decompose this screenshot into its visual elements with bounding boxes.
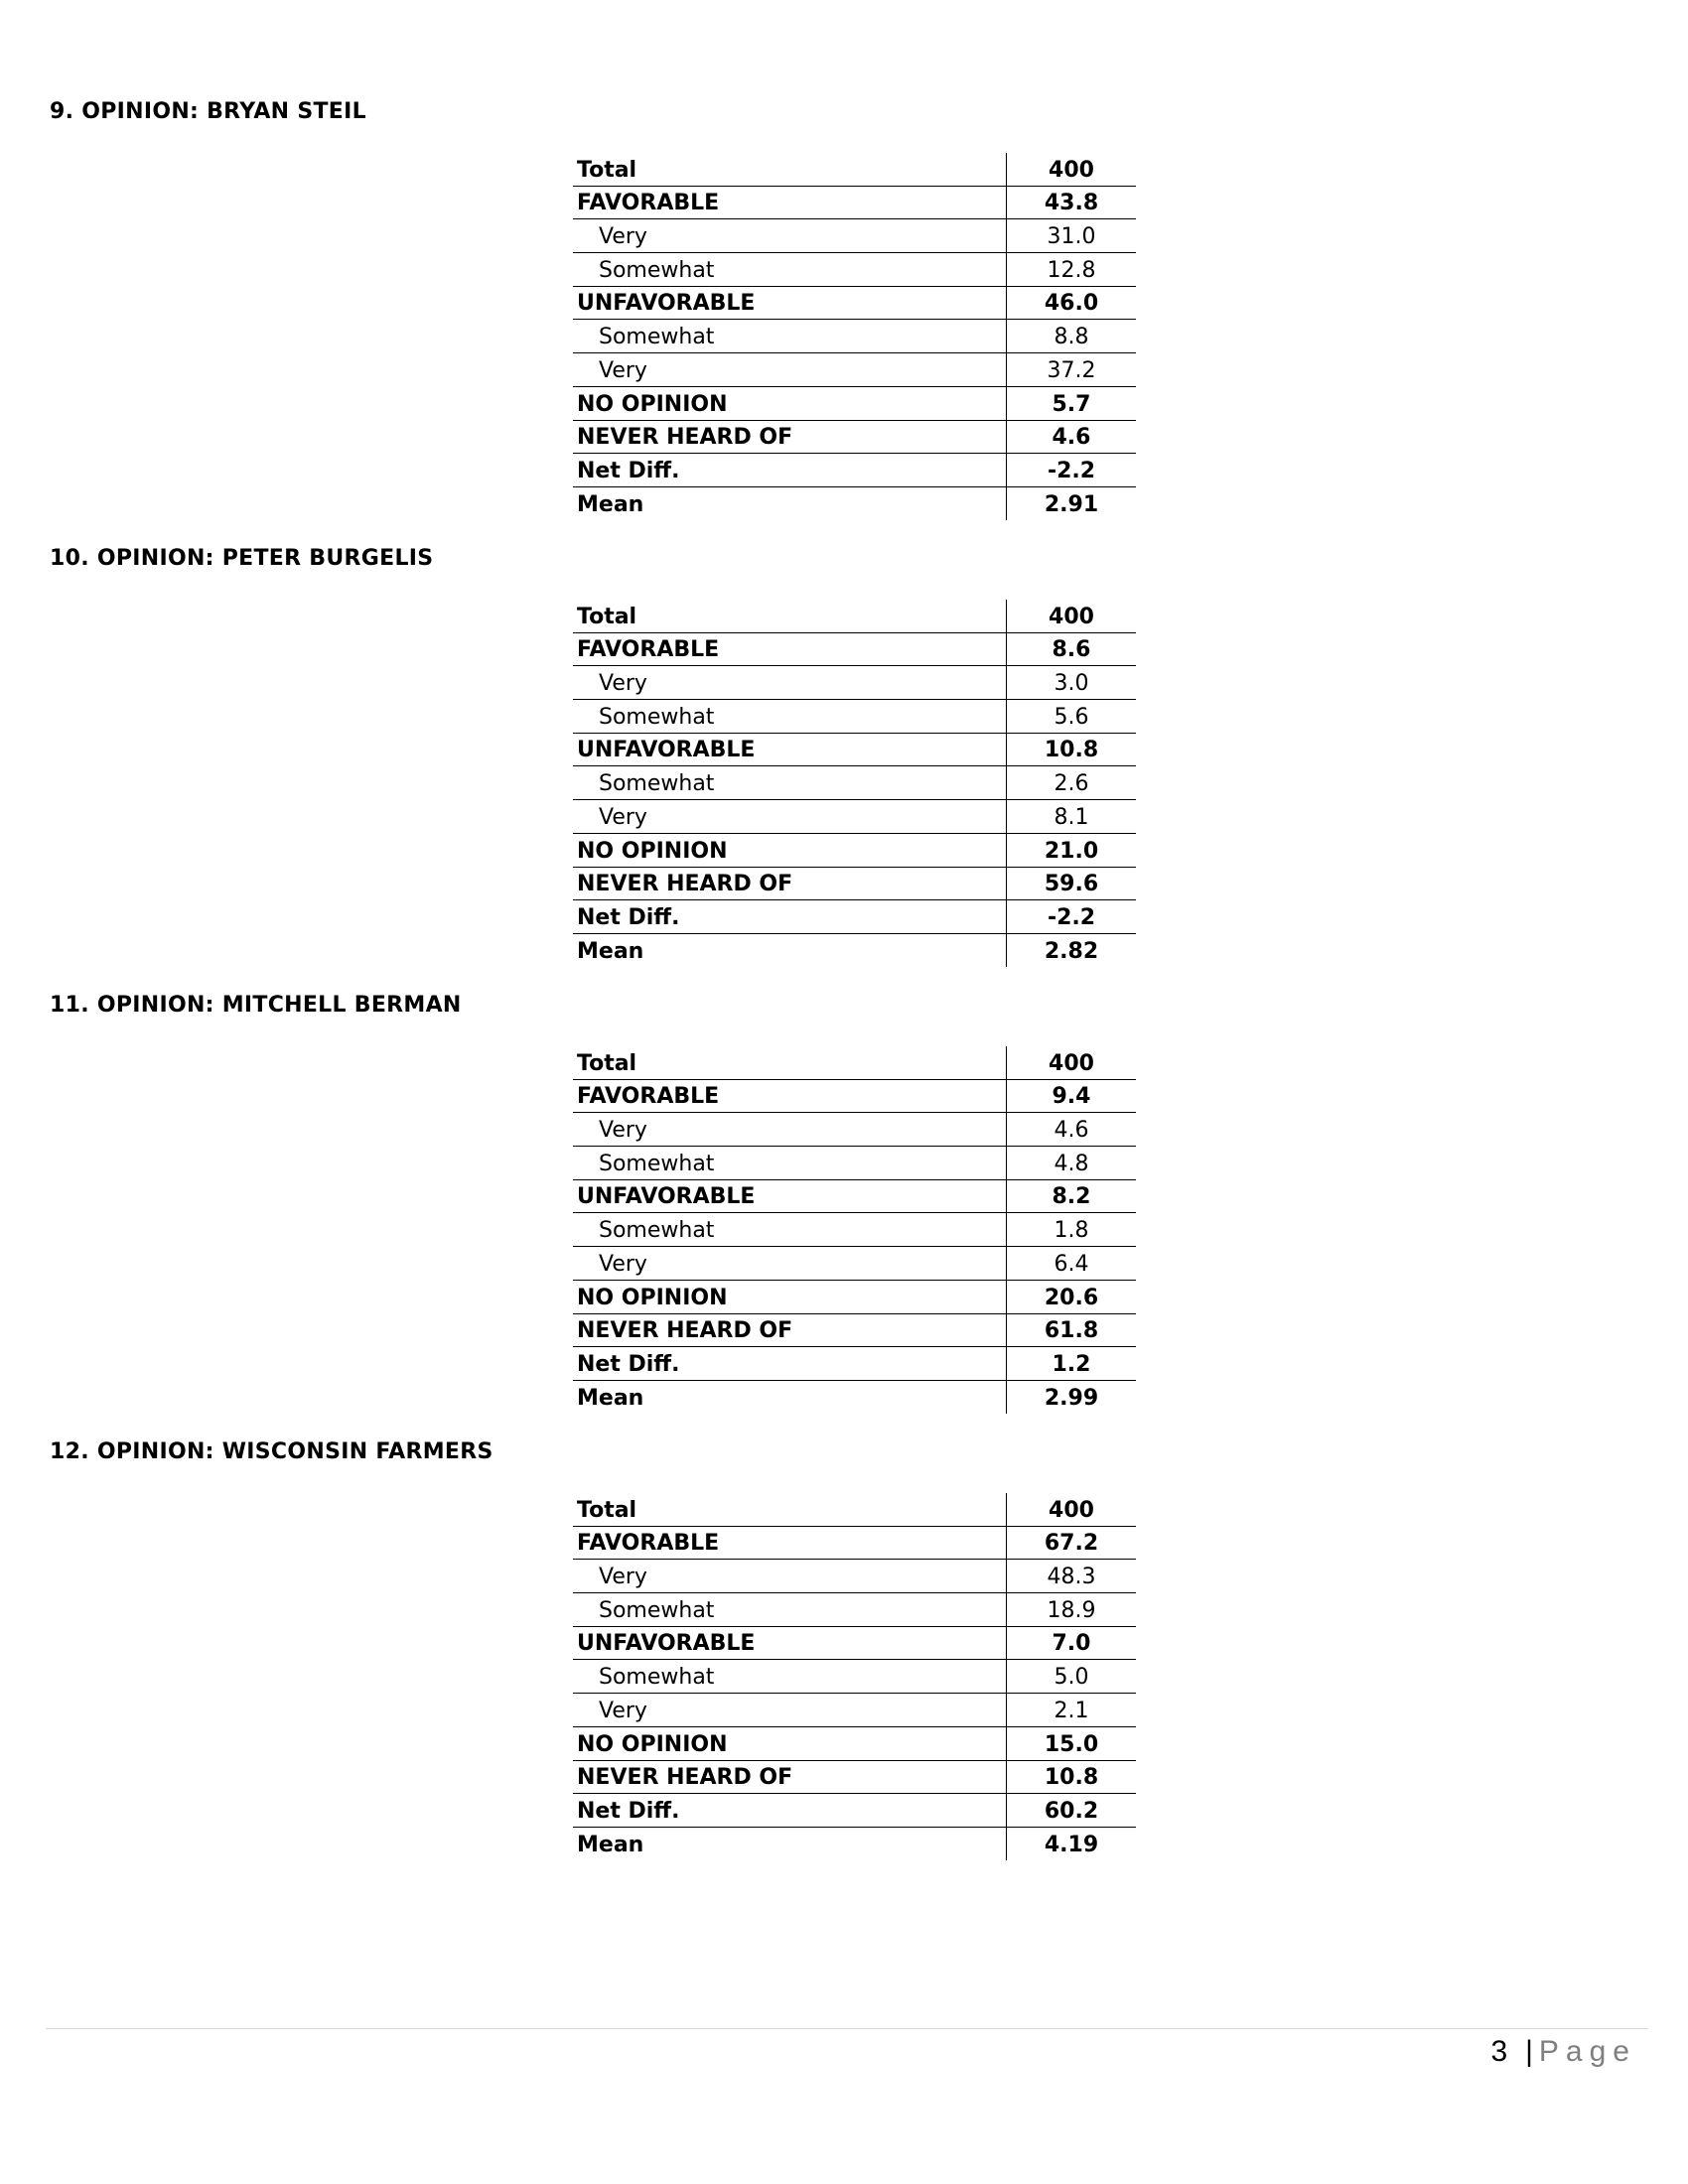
row-value: -2.2 — [1007, 454, 1137, 487]
row-label: Very — [573, 666, 1007, 700]
row-value: 10.8 — [1007, 733, 1137, 766]
table-row — [573, 1213, 1136, 1247]
table-row — [573, 833, 1136, 867]
row-label: Somewhat — [573, 1147, 1007, 1180]
row-label: FAVORABLE — [573, 632, 1007, 666]
row-value: 8.6 — [1007, 632, 1137, 666]
row-label: FAVORABLE — [573, 1079, 1007, 1113]
row-value: 5.6 — [1007, 700, 1137, 734]
row-label: Mean — [577, 491, 644, 517]
footer-separator: | — [1525, 2035, 1533, 2068]
row-label: Very — [573, 353, 1007, 387]
table-row — [573, 1626, 1136, 1660]
row-value: 2.82 — [1007, 933, 1137, 966]
section-heading: 12. OPINION: WISCONSIN FARMERS — [50, 1439, 493, 1464]
table-row — [573, 1380, 1136, 1413]
table-row — [573, 153, 1136, 186]
row-value: 67.2 — [1007, 1526, 1137, 1560]
row-label: Somewhat — [573, 766, 1007, 800]
table-row — [573, 900, 1136, 934]
row-value: 7.0 — [1007, 1626, 1137, 1660]
row-value: 4.6 — [1007, 1113, 1137, 1147]
row-label: UNFAVORABLE — [573, 1179, 1007, 1213]
table-row — [573, 1560, 1136, 1593]
row-label: Mean — [577, 1832, 644, 1857]
row-value: 4.8 — [1007, 1147, 1137, 1180]
row-label: Very — [573, 1560, 1007, 1593]
page-number: 3 — [1490, 2035, 1508, 2068]
row-label: Mean — [577, 938, 644, 964]
table-row — [573, 1694, 1136, 1727]
row-value: 59.6 — [1007, 867, 1137, 900]
table-row — [573, 486, 1136, 519]
table-row — [573, 666, 1136, 700]
table-row — [573, 1660, 1136, 1694]
table-row — [573, 1247, 1136, 1281]
row-value: 61.8 — [1007, 1313, 1137, 1347]
table-row — [573, 253, 1136, 287]
row-value: 10.8 — [1007, 1760, 1137, 1794]
table-row — [573, 733, 1136, 766]
row-label: Total — [573, 600, 1007, 632]
row-label: Very — [573, 219, 1007, 253]
table-row — [573, 700, 1136, 734]
table-row — [573, 1794, 1136, 1828]
row-label: Very — [573, 1694, 1007, 1727]
row-label: Somewhat — [573, 700, 1007, 734]
row-label: UNFAVORABLE — [573, 1626, 1007, 1660]
row-value: 2.1 — [1007, 1694, 1137, 1727]
table-row — [573, 600, 1136, 632]
table-row — [573, 353, 1136, 387]
table-row — [573, 800, 1136, 834]
row-value: 2.99 — [1007, 1380, 1137, 1413]
row-label: UNFAVORABLE — [573, 286, 1007, 320]
row-label: NEVER HEARD OF — [573, 420, 1007, 454]
row-label: UNFAVORABLE — [573, 733, 1007, 766]
table-row — [573, 1347, 1136, 1381]
row-label: Net Diff. — [573, 454, 1007, 487]
table-row — [573, 1526, 1136, 1560]
row-value: 8.1 — [1007, 800, 1137, 834]
row-value: 6.4 — [1007, 1247, 1137, 1281]
row-label: Very — [573, 1247, 1007, 1281]
results-table — [573, 153, 1136, 520]
table-row — [573, 1113, 1136, 1147]
table-row — [573, 867, 1136, 900]
row-label: Net Diff. — [573, 1347, 1007, 1381]
table-row — [573, 1179, 1136, 1213]
results-table — [573, 1493, 1136, 1860]
table-row — [573, 1280, 1136, 1313]
row-value: 37.2 — [1007, 353, 1137, 387]
row-value: 5.0 — [1007, 1660, 1137, 1694]
page-label: Page — [1538, 2035, 1636, 2068]
row-value: 31.0 — [1007, 219, 1137, 253]
row-label: NEVER HEARD OF — [573, 1760, 1007, 1794]
row-value: 400 — [1007, 153, 1137, 186]
row-value: 8.8 — [1007, 320, 1137, 353]
row-value: 5.7 — [1007, 386, 1137, 420]
row-label: FAVORABLE — [573, 1526, 1007, 1560]
row-value: 400 — [1007, 600, 1137, 632]
row-label: Somewhat — [573, 1660, 1007, 1694]
table-row — [573, 1046, 1136, 1079]
results-table — [573, 600, 1136, 967]
row-value: 1.2 — [1007, 1347, 1137, 1381]
row-label: Net Diff. — [573, 900, 1007, 934]
table-row — [573, 186, 1136, 219]
row-value: 2.91 — [1007, 486, 1137, 519]
row-label: NEVER HEARD OF — [573, 1313, 1007, 1347]
row-label: Somewhat — [573, 320, 1007, 353]
table-row — [573, 454, 1136, 487]
row-value: 12.8 — [1007, 253, 1137, 287]
table-row — [573, 1760, 1136, 1794]
section-heading: 10. OPINION: PETER BURGELIS — [50, 546, 434, 571]
table-row — [573, 1726, 1136, 1760]
row-value: 9.4 — [1007, 1079, 1137, 1113]
row-label: Total — [573, 1046, 1007, 1079]
table-row — [573, 386, 1136, 420]
results-table — [573, 1046, 1136, 1414]
row-value: 400 — [1007, 1493, 1137, 1526]
row-label: Somewhat — [573, 1213, 1007, 1247]
table-row — [573, 1827, 1136, 1859]
row-value: 21.0 — [1007, 833, 1137, 867]
table-row — [573, 1313, 1136, 1347]
row-label: NEVER HEARD OF — [573, 867, 1007, 900]
row-label: Total — [573, 1493, 1007, 1526]
row-value: 4.6 — [1007, 420, 1137, 454]
table-row — [573, 632, 1136, 666]
row-value: 46.0 — [1007, 286, 1137, 320]
row-value: 400 — [1007, 1046, 1137, 1079]
row-label: NO OPINION — [573, 1726, 1007, 1760]
row-label: Net Diff. — [573, 1794, 1007, 1828]
table-row — [573, 933, 1136, 966]
section-heading: 9. OPINION: BRYAN STEIL — [50, 99, 366, 124]
table-row — [573, 1147, 1136, 1180]
row-label: Very — [573, 1113, 1007, 1147]
row-value: 4.19 — [1007, 1827, 1137, 1859]
row-value: 60.2 — [1007, 1794, 1137, 1828]
row-label: Somewhat — [573, 253, 1007, 287]
row-value: 15.0 — [1007, 1726, 1137, 1760]
row-label: NO OPINION — [573, 386, 1007, 420]
row-value: 3.0 — [1007, 666, 1137, 700]
table-row — [573, 1593, 1136, 1627]
table-row — [573, 1079, 1136, 1113]
section-heading: 11. OPINION: MITCHELL BERMAN — [50, 993, 462, 1018]
page-footer — [1490, 2035, 1636, 2069]
row-value: 20.6 — [1007, 1280, 1137, 1313]
row-label: Somewhat — [573, 1593, 1007, 1627]
row-value: 1.8 — [1007, 1213, 1137, 1247]
row-label: Total — [573, 153, 1007, 186]
row-value: 43.8 — [1007, 186, 1137, 219]
row-label: NO OPINION — [573, 833, 1007, 867]
row-label: Very — [573, 800, 1007, 834]
table-row — [573, 286, 1136, 320]
table-row — [573, 766, 1136, 800]
row-value: 2.6 — [1007, 766, 1137, 800]
row-value: -2.2 — [1007, 900, 1137, 934]
table-row — [573, 420, 1136, 454]
table-row — [573, 320, 1136, 353]
row-label: FAVORABLE — [573, 186, 1007, 219]
row-value: 48.3 — [1007, 1560, 1137, 1593]
table-row — [573, 1493, 1136, 1526]
row-value: 18.9 — [1007, 1593, 1137, 1627]
row-value: 8.2 — [1007, 1179, 1137, 1213]
footer-divider — [46, 2028, 1648, 2029]
table-row — [573, 219, 1136, 253]
row-label: NO OPINION — [573, 1280, 1007, 1313]
row-label: Mean — [577, 1385, 644, 1411]
